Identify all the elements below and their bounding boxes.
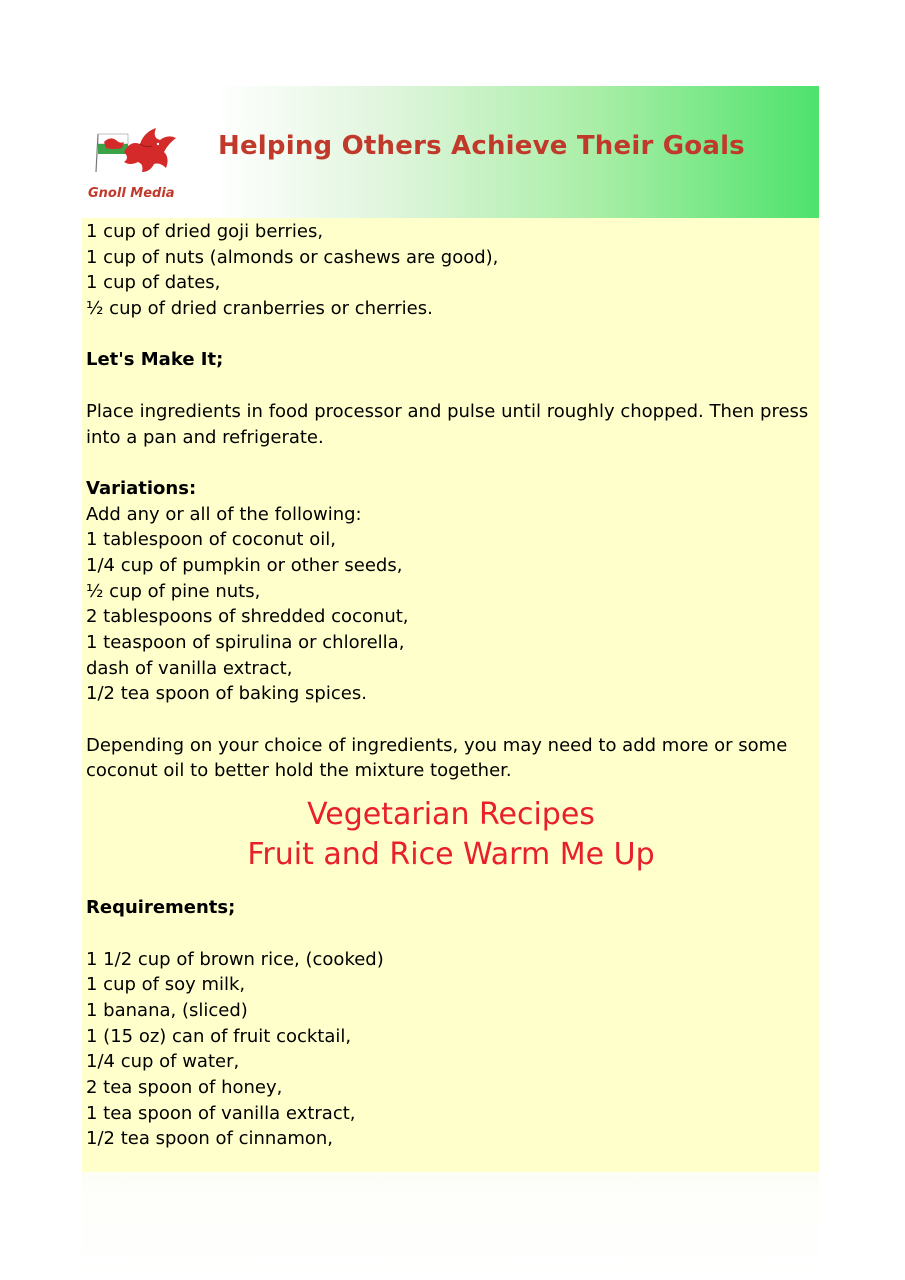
requirement-item: 1 banana, (sliced) [86, 999, 248, 1021]
ingredient-line: 1 cup of dried goji berries, [86, 221, 324, 242]
requirement-item: 2 tea spoon of honey, [86, 1077, 283, 1098]
recipe-name-title: Fruit and Rice Warm Me Up [247, 837, 655, 873]
ingredient-line: 1 cup of nuts (almonds or cashews are good), [86, 246, 499, 268]
requirement-item: 1/2 tea spoon of cinnamon, [86, 1128, 334, 1150]
recipe-title-block [86, 784, 816, 895]
make-it-heading: Let's Make It; [86, 349, 224, 371]
requirement-item: 1/4 cup of water, [86, 1051, 240, 1073]
document-body [86, 219, 816, 1152]
page-lower-margin [82, 1172, 819, 1280]
welsh-dragon-flag-icon [94, 122, 180, 176]
page-content [82, 86, 819, 1172]
ingredient-line: 1 cup of dates, [86, 272, 221, 294]
variation-item: 2 tablespoons of shredded coconut, [86, 606, 409, 628]
logo-text: Gnoll Media [88, 186, 175, 201]
variation-item: ½ cup of pine nuts, [86, 580, 261, 602]
variations-note: Depending on your choice of ingredients, you may need to add more or some coconut oil to better hold the mixture together. [86, 734, 788, 782]
banner-title: Helping Others Achieve Their Goals [218, 131, 745, 161]
requirement-item: 1 (15 oz) can of fruit cocktail, [86, 1025, 352, 1047]
variation-item: dash of vanilla extract, [86, 657, 293, 679]
make-it-instructions: Place ingredients in food processor and pulse until roughly chopped. Then press into a pan and refrigerate. [86, 400, 809, 448]
variation-item: 1 tablespoon of coconut oil, [86, 529, 336, 551]
requirements-heading: Requirements; [86, 897, 236, 919]
recipe-category-title: Vegetarian Recipes [307, 797, 595, 833]
variation-item: 1/4 cup of pumpkin or other seeds, [86, 554, 403, 576]
banner-header [82, 86, 819, 218]
variation-item: 1 teaspoon of spirulina or chlorella, [86, 632, 405, 654]
variations-heading: Variations: [86, 477, 197, 499]
variations-intro: Add any or all of the following: [86, 503, 362, 525]
requirement-item: 1 1/2 cup of brown rice, (cooked) [86, 948, 384, 970]
requirement-item: 1 cup of soy milk, [86, 974, 246, 996]
variation-item: 1/2 tea spoon of baking spices. [86, 683, 367, 705]
requirement-item: 1 tea spoon of vanilla extract, [86, 1102, 356, 1124]
ingredient-line: ½ cup of dried cranberries or cherries. [86, 298, 433, 320]
